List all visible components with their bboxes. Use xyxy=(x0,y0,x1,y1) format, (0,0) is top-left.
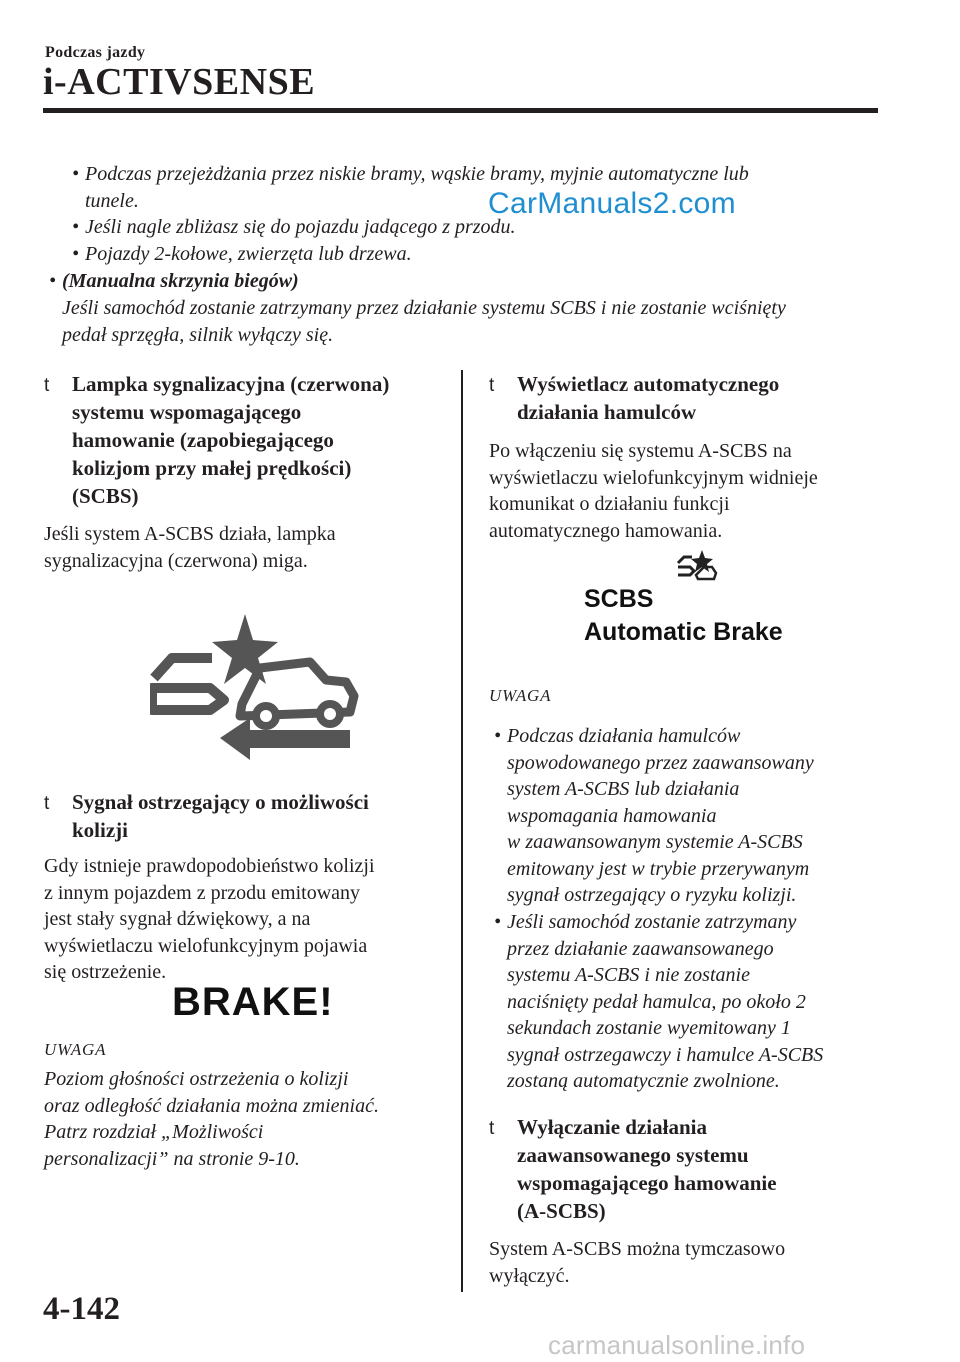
intro-sub-bullet: • Pojazdy 2-kołowe, zwierzęta lub drzewa. xyxy=(72,243,412,265)
lamp-title: Lampka sygnalizacyjna (czerwona) systemu wspomagającego hamowanie (zapobiegającego kolizjom przy małej prędkości) (SCBS) xyxy=(72,372,390,508)
intro-sub-bullet: • Jeśli nagle zbliżasz się do pojazdu jadącego z przodu. xyxy=(72,216,516,238)
section-marker: t xyxy=(489,375,495,396)
warning-title: Sygnał ostrzegający o możliwości kolizji xyxy=(72,790,369,842)
disable-title: Wyłączanie działania zaawansowanego systemu wspomagającego hamowanie (A-SCBS) xyxy=(517,1115,777,1223)
section-marker: t xyxy=(489,1118,495,1139)
watermark-top: CarManuals2.com xyxy=(488,187,736,220)
scbs-message-line1: SCBS xyxy=(584,585,654,613)
manual-heading: (Manualna skrzynia biegów) xyxy=(62,270,299,292)
page-number: 4-142 xyxy=(43,1291,120,1327)
column-divider xyxy=(461,370,463,1292)
display-note-bullet: • Jeśli samochód zostanie zatrzymany przez działanie zaawansowanego systemu A-SCBS i nie zostanie naciśnięty pedał hamulca, po około 2 sekundach zostanie wyemitowany 1 sygnał ostrzegawczy i hamulce A-SCBS zostaną automatycznie zwolnione. xyxy=(494,911,824,1092)
display-title: Wyświetlacz automatycznego działania hamulców xyxy=(517,372,780,424)
scbs-indicator-icon xyxy=(676,549,720,581)
warning-heading xyxy=(44,788,49,818)
scbs-message-line2: Automatic Brake xyxy=(584,618,783,646)
intro-manual-bullet: • (Manualna skrzynia biegów) xyxy=(49,268,299,295)
display-body: Po włączeniu się systemu A-SCBS na wyświetlaczu wielofunkcyjnym widnieje komunikat o działaniu funkcji automatycznego hamowania. xyxy=(489,440,818,542)
manual-text: Jeśli samochód zostanie zatrzymany przez działanie systemu SCBS i nie zostanie wciśnięty pedał sprzęgła, silnik wyłączy się. xyxy=(62,297,786,346)
brake-support-warning-icon xyxy=(150,612,370,764)
page-title: i-ACTIVSENSE xyxy=(43,61,316,103)
display-note-bullet: • Podczas działania hamulców spowodowanego przez zaawansowany system A-SCBS lub działania wspomagania hamowania w zaawansowanym systemie A-SCBS emitowany jest w trybie przerywanym sygnał ostrzegający o ryzyku kolizji. xyxy=(494,725,814,906)
brake-display-text: BRAKE! xyxy=(172,980,334,1024)
section-label: Podczas jazdy xyxy=(45,44,146,61)
intro-sub-bullet: • Podczas przejeżdżania przez niskie bramy, wąskie bramy, myjnie automatyczne lub tunele. xyxy=(72,163,749,212)
display-heading xyxy=(489,370,494,400)
disable-heading xyxy=(489,1113,494,1143)
warning-body: Gdy istnieje prawdopodobieństwo kolizji z innym pojazdem z przodu emitowany jest stały sygnał dźwiękowy, a na wyświetlaczu wielofunkcyjnym pojawia się ostrzeżenie. xyxy=(44,855,375,983)
disable-body: System A-SCBS można tymczasowo wyłączyć. xyxy=(489,1238,786,1287)
display-note-label: UWAGA xyxy=(489,686,552,705)
section-marker: t xyxy=(44,375,50,396)
warning-note-text: Poziom głośności ostrzeżenia o kolizji oraz odległość działania można zmieniać. Patrz rozdział „Możliwości personalizacji” na stronie 9-10. xyxy=(44,1068,379,1170)
lamp-body: Jeśli system A-SCBS działa, lampka sygnalizacyjna (czerwona) miga. xyxy=(44,523,336,572)
header-rule xyxy=(43,108,878,113)
section-marker: t xyxy=(44,793,50,814)
lamp-heading xyxy=(44,370,49,400)
watermark-bottom: carmanualsonline.info xyxy=(548,1330,806,1360)
warning-note-label: UWAGA xyxy=(44,1040,107,1059)
